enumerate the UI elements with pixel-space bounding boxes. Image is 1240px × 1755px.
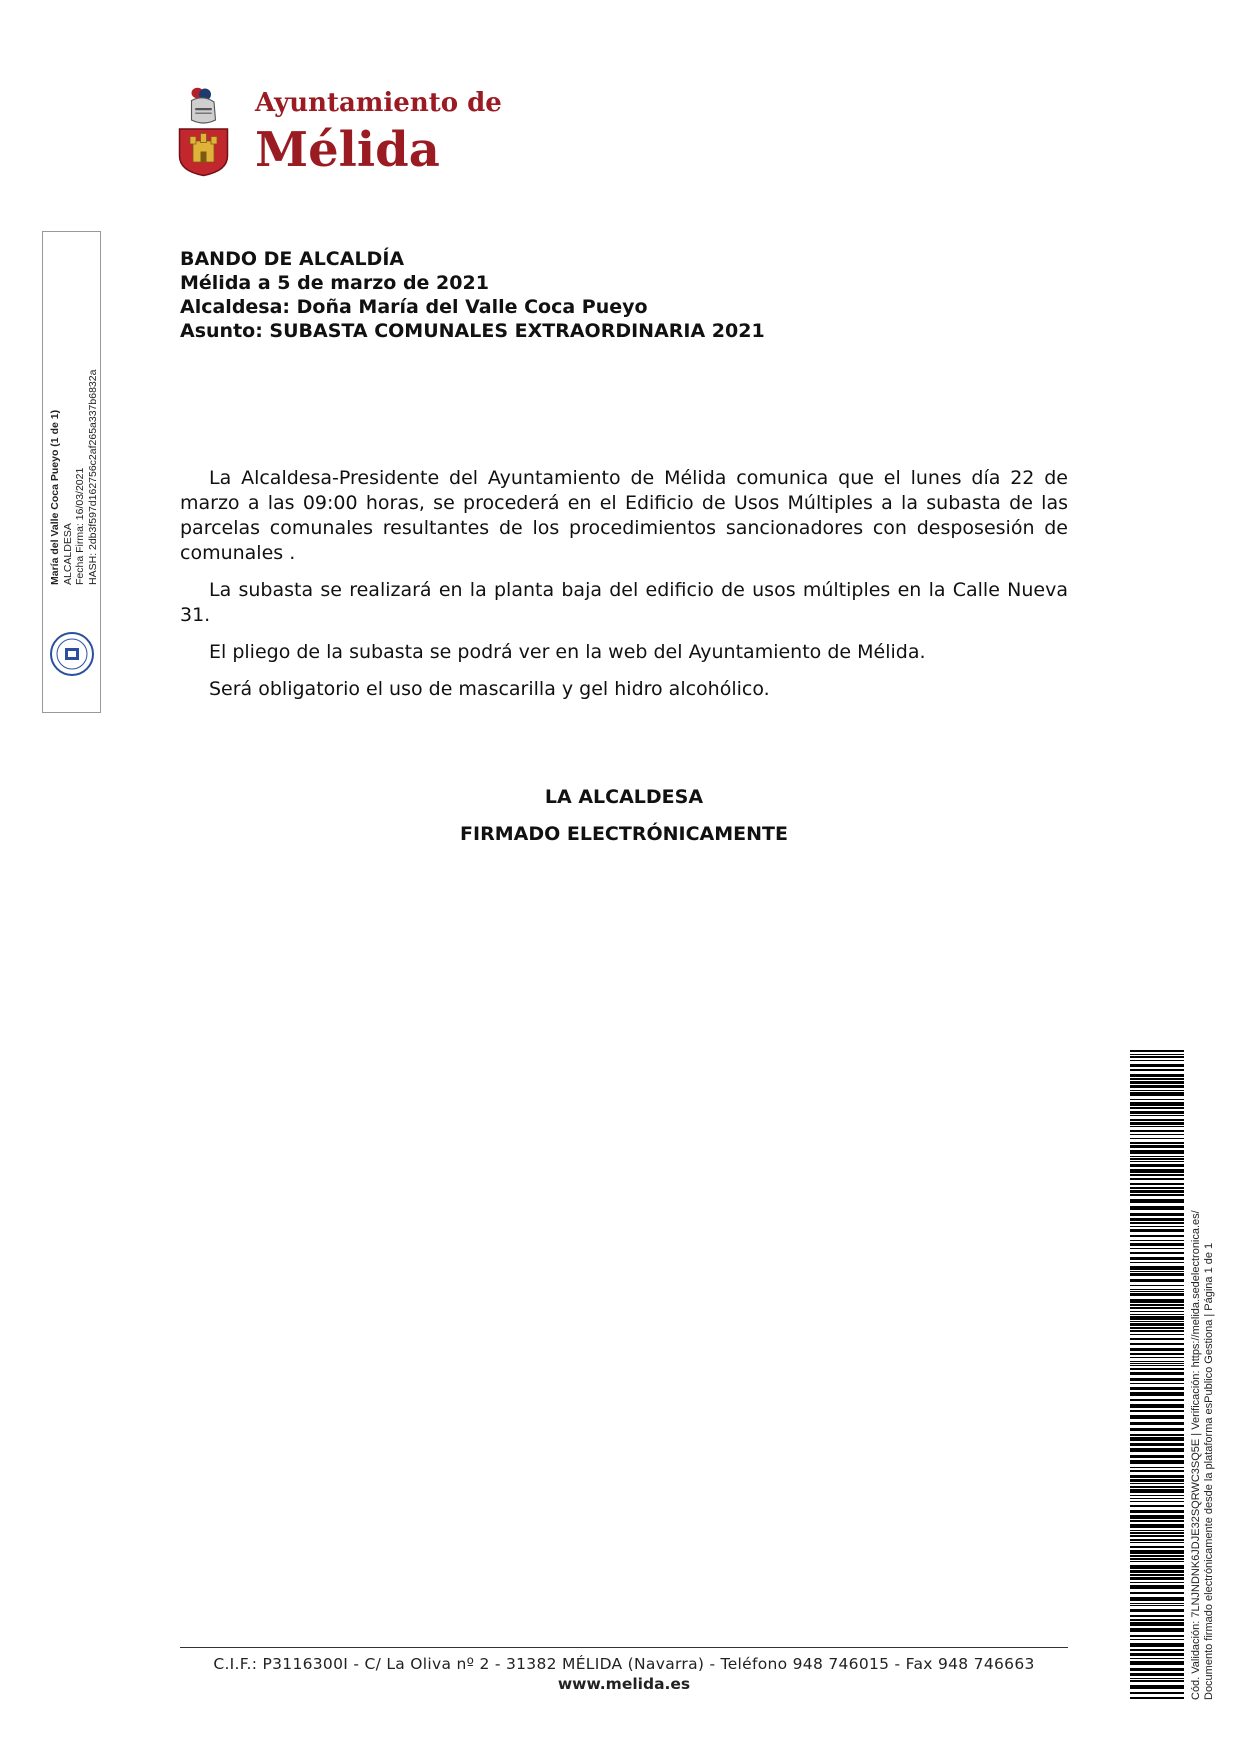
barcode-bar [1130,1428,1184,1431]
body-paragraph: Será obligatorio el uso de mascarilla y gel hidro alcohólico. [209,678,770,700]
barcode-bar [1130,1156,1184,1157]
notice-subject: Asunto: SUBASTA COMUNALES EXTRAORDINARIA 2021 [180,320,765,342]
barcode-bar [1130,1158,1184,1160]
barcode-bar [1130,1307,1184,1309]
barcode-bar [1130,1273,1184,1276]
barcode-bar [1130,1498,1184,1499]
barcode-bar [1130,1392,1184,1396]
barcode-bar [1130,1680,1184,1682]
barcode-bar [1130,1348,1184,1351]
barcode-bar [1130,1122,1184,1125]
barcode-bar [1130,1235,1184,1237]
barcode-bar [1130,1169,1184,1173]
barcode-bar [1130,1161,1184,1162]
barcode-bar [1130,1628,1184,1632]
barcode-bar [1130,1085,1184,1088]
barcode-bar [1130,1316,1184,1320]
barcode-bar [1130,1585,1184,1589]
barcode-bar [1130,1361,1184,1362]
logo-title-line2: Mélida [255,122,440,178]
barcode-bar [1130,1327,1184,1329]
barcode-bar [1130,1495,1184,1496]
barcode-bar [1130,1183,1184,1185]
barcode-bar [1130,1271,1184,1272]
barcode-bar [1130,1685,1184,1689]
barcode-bar [1130,1486,1184,1488]
notice-mayor: Alcaldesa: Doña María del Valle Coca Pueyo [180,296,648,318]
barcode-bar [1130,1187,1184,1189]
barcode-bar [1130,1343,1184,1345]
signature-title: LA ALCALDESA [544,786,704,808]
barcode-bar [1130,1622,1184,1626]
barcode-bar [1130,1353,1184,1355]
barcode-bar [1130,1357,1184,1358]
barcode-bar [1130,1501,1184,1502]
barcode-bar [1130,1226,1184,1227]
barcode-bar [1130,1532,1184,1534]
barcode-bar [1130,1240,1184,1241]
barcode-bar [1130,1365,1184,1366]
barcode-bar [1130,1678,1184,1679]
barcode-bar [1130,1639,1184,1640]
barcode-bar [1130,1321,1184,1322]
barcode-bar [1130,1643,1184,1647]
barcode-bar [1130,1661,1184,1665]
barcode-bar [1130,1285,1184,1286]
electronic-signature-box [42,231,101,713]
barcode-bar [1130,1213,1184,1216]
barcode-bar [1130,1535,1184,1537]
barcode-bar [1130,1649,1184,1651]
barcode-bar [1130,1078,1184,1080]
barcode-bar [1130,1479,1184,1482]
barcode-bar [1130,1539,1184,1541]
barcode-bar [1130,1338,1184,1340]
barcode-bar [1130,1448,1184,1452]
barcode-bar [1130,1190,1184,1193]
validation-barcode [1130,1050,1184,1700]
barcode-bar [1130,1314,1184,1315]
barcode-bar [1130,1099,1184,1100]
barcode-bar [1130,1206,1184,1210]
barcode-bar [1130,1279,1184,1282]
barcode-bar [1130,1199,1184,1203]
barcode-bar [1130,1145,1184,1148]
notice-header [180,247,765,343]
barcode-bar [1130,1248,1184,1249]
barcode-bar [1130,1378,1184,1381]
barcode-bar [1130,1565,1184,1569]
notice-title: BANDO DE ALCALDÍA [180,248,405,270]
barcode-bar [1130,1115,1184,1116]
barcode-bar [1130,1605,1184,1606]
barcode-bar [1130,1291,1184,1292]
barcode-bar [1130,1673,1184,1676]
barcode-bar [1130,1597,1184,1601]
barcode-bar [1130,1090,1184,1091]
barcode-bar [1130,1558,1184,1560]
barcode-bar [1130,1330,1184,1332]
barcode-bar [1130,1437,1184,1441]
barcode-bar [1130,1489,1184,1493]
barcode-bar [1130,1334,1184,1335]
barcode-bar [1130,1252,1184,1254]
barcode-bar [1130,1475,1184,1478]
barcode-bar [1130,1266,1184,1270]
signer-name: María del Valle Coca Pueyo (1 de 1) [49,409,61,585]
notice-place-date: Mélida a 5 de marzo de 2021 [180,272,489,294]
barcode-bar [1130,1174,1184,1176]
barcode-bar [1130,1222,1184,1224]
barcode-bar [1130,1546,1184,1548]
barcode-bar [1130,1074,1184,1077]
barcode-bar [1130,1372,1184,1375]
barcode-bar [1130,1178,1184,1180]
barcode-bar [1130,1542,1184,1543]
barcode-bar [1130,1102,1184,1106]
barcode-bar [1130,1289,1184,1290]
barcode-bar [1130,1387,1184,1390]
barcode-bar [1130,1069,1184,1071]
notice-body [180,466,1068,714]
barcode-bar [1130,1455,1184,1458]
body-paragraph: La Alcaldesa-Presidente del Ayuntamiento de Mélida comunica que el lunes día 22 de marzo a las 09:00 horas, se procederá en el Edificio de Usos Múltiples a la subasta de las parcelas comunales resultantes de los procedimientos sancionadores con desposesión de comunales . [180,467,1068,564]
barcode-bar [1130,1561,1184,1562]
barcode-bar [1130,1582,1184,1583]
barcode-bar [1130,1530,1184,1531]
logo-title-line1: Ayuntamiento de [255,88,502,118]
barcode-bar [1130,1592,1184,1594]
barcode-bar [1130,1609,1184,1612]
barcode-bar [1130,1434,1184,1436]
barcode-bar [1130,1383,1184,1384]
barcode-bar [1130,1134,1184,1135]
barcode-bar [1130,1311,1184,1312]
barcode-bar [1130,1111,1184,1114]
barcode-bar [1130,1142,1184,1144]
barcode-bar [1130,1081,1184,1084]
barcode-bar [1130,1470,1184,1472]
barcode-bar [1130,1229,1184,1232]
barcode-bar [1130,1243,1184,1246]
barcode-bar [1130,1483,1184,1484]
barcode-bar [1130,1092,1184,1096]
signature-electronic: FIRMADO ELECTRÓNICAMENTE [460,823,788,845]
barcode-bar [1130,1415,1184,1419]
verification-text [1190,1100,1220,1700]
barcode-bar [1130,1194,1184,1196]
barcode-bar [1130,1467,1184,1468]
signature-date: Fecha Firma: 16/03/2021 [74,467,86,585]
barcode-bar [1130,1570,1184,1573]
barcode-bar [1130,1138,1184,1139]
barcode-bar [1130,1119,1184,1121]
barcode-bar [1130,1262,1184,1263]
barcode-bar [1130,1399,1184,1401]
barcode-bar [1130,1164,1184,1167]
barcode-bar [1130,1293,1184,1296]
barcode-bar [1130,1658,1184,1659]
signer-role: ALCALDESA [61,523,74,585]
barcode-bar [1130,1257,1184,1260]
barcode-bar [1130,1064,1184,1067]
barcode-bar [1130,1368,1184,1370]
barcode-bar [1130,1510,1184,1513]
barcode-bar [1130,1515,1184,1519]
signature-hash: HASH: 2db3f597d162756c2af265a337b6832a [86,369,99,585]
barcode-bar [1130,1619,1184,1621]
barcode-bar [1130,1505,1184,1507]
barcode-bar [1130,1299,1184,1303]
signature-details [49,103,108,585]
body-paragraph: El pliego de la subasta se podrá ver en la web del Ayuntamiento de Mélida. [209,641,926,663]
barcode-bar [1130,1130,1184,1132]
barcode-bar [1130,1422,1184,1425]
barcode-bar [1130,1460,1184,1464]
barcode-bar [1130,1524,1184,1528]
barcode-bar [1130,1520,1184,1522]
barcode-bar [1130,1126,1184,1127]
footer-divider [180,1647,1068,1648]
barcode-bar [1130,1653,1184,1656]
barcode-bar [1130,1323,1184,1326]
barcode-bar [1130,1603,1184,1604]
barcode-bar [1130,1443,1184,1446]
barcode-bar [1130,1060,1184,1061]
footer-website: www.melida.es [557,1675,691,1693]
body-paragraph: La subasta se realizará en la planta baja del edificio de usos múltiples en la Calle Nueva 31. [180,579,1068,626]
barcode-bar [1130,1363,1184,1364]
verification-code: Cód. Validación: 7LNJNDNK6JDJE32SQRWC3SQ5E | Verificación: https://melida.sedelectronica.es/ [1190,1210,1202,1700]
barcode-bar [1130,1054,1184,1055]
barcode-bar [1130,1056,1184,1058]
barcode-bar [1130,1304,1184,1306]
municipal-coat-of-arms-logo [175,72,235,192]
barcode-bar [1130,1574,1184,1576]
barcode-bar [1130,1555,1184,1557]
barcode-bar [1130,1697,1184,1699]
barcode-bar [1130,1615,1184,1617]
barcode-bar [1130,1404,1184,1408]
barcode-bar [1130,1668,1184,1671]
official-seal-icon [48,630,96,678]
barcode-bar [1130,1218,1184,1221]
verification-platform: Documento firmado electrónicamente desde la plataforma esPublico Gestiona | Página 1 de 1 [1203,1242,1215,1700]
barcode-bar [1130,1550,1184,1554]
barcode-bar [1130,1050,1184,1052]
barcode-bar [1130,1577,1184,1580]
footer-address: C.I.F.: P3116300I - C/ La Oliva nº 2 - 31382 MÉLIDA (Navarra) - Teléfono 948 746015 - Fax 948 746663 [213,1655,1035,1673]
barcode-bar [1130,1410,1184,1412]
barcode-bar [1130,1635,1184,1637]
barcode-bar [1130,1692,1184,1694]
barcode-bar [1130,1107,1184,1109]
barcode-bar [1130,1150,1184,1154]
